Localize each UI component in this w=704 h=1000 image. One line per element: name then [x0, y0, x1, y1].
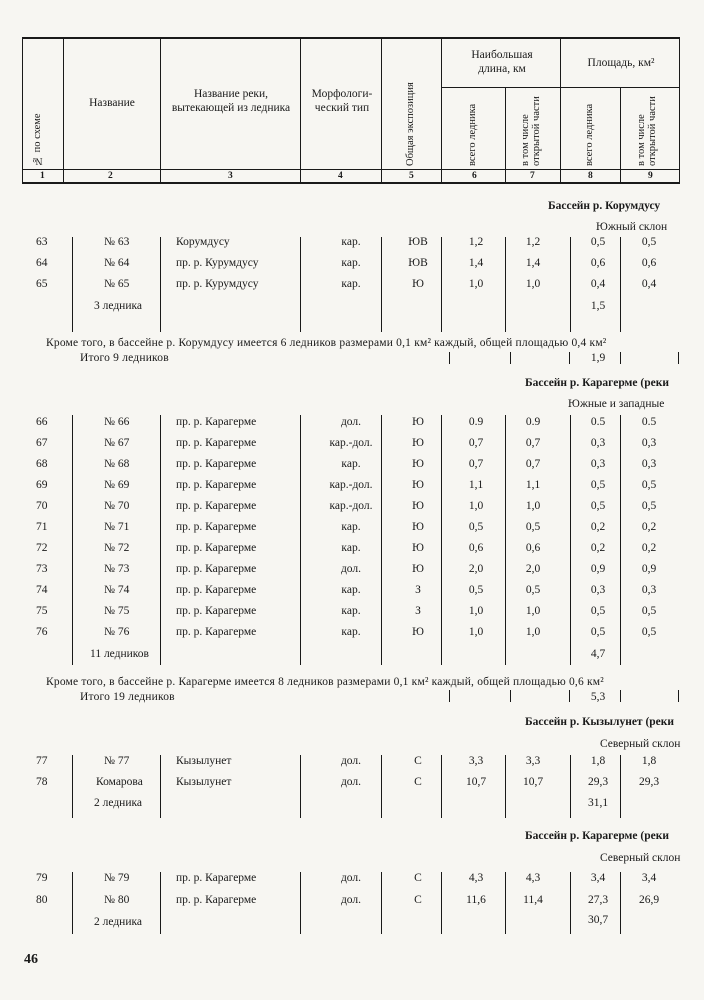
row-number: 75: [36, 605, 48, 617]
area-total: 0,5: [590, 605, 606, 617]
subtotal-area: 4,7: [590, 648, 606, 660]
length-total: 4,3: [468, 872, 484, 884]
length-total: 10,7: [465, 776, 487, 788]
row-number: 71: [36, 521, 48, 533]
section-slope: Южные и западные: [568, 398, 665, 410]
section-title: Бассейн р. Корумдусу: [548, 200, 661, 212]
exposition: Ю: [412, 563, 424, 575]
exposition: Ю: [412, 542, 424, 554]
length-open: 0,6: [525, 542, 541, 554]
glacier-name: № 71: [104, 521, 130, 533]
river-name: пр. р. Карагерме: [176, 894, 257, 906]
length-total: 0,5: [468, 521, 484, 533]
column-number: 1: [40, 171, 45, 181]
length-total: 11,6: [466, 894, 486, 906]
morph-type: кар.: [341, 521, 361, 533]
length-open: 10,7: [522, 776, 544, 788]
subtotal-label: 2 ледника: [94, 916, 142, 928]
length-total: 0,7: [468, 458, 484, 470]
row-number: 80: [36, 894, 48, 906]
area-open: 0,6: [641, 257, 657, 269]
subtotal-area: 30,7: [587, 914, 609, 926]
river-name: пр. р. Карагерме: [176, 458, 257, 470]
area-total: 0,3: [590, 437, 606, 449]
length-total: 1,0: [468, 605, 484, 617]
exposition: С: [414, 872, 422, 884]
morph-type: дол.: [340, 894, 362, 906]
row-number: 67: [36, 437, 48, 449]
section-title: Бассейн р. Карагерме (реки: [525, 377, 669, 389]
header-col-area-open: в том числе открытой части: [636, 96, 658, 166]
glacier-name: Комарова: [96, 776, 143, 788]
length-open: 1,0: [525, 500, 541, 512]
glacier-name: № 80: [104, 894, 130, 906]
river-name: Корумдусу: [176, 236, 230, 248]
length-open: 1,4: [525, 257, 541, 269]
row-number: 63: [36, 236, 48, 248]
section-note: Кроме того, в бассейне р. Корумдусу имеется 6 ледников размерами 0,1 км² каждый, общей площадью 0,4 км²: [46, 337, 607, 349]
area-total: 0,5: [590, 500, 606, 512]
section-title: Бассейн р. Карагерме (реки: [525, 830, 669, 842]
glacier-name: № 68: [104, 458, 130, 470]
area-open: 29,3: [638, 776, 660, 788]
length-open: 1,1: [525, 479, 541, 491]
area-total: 29,3: [587, 776, 609, 788]
exposition: З: [415, 584, 421, 596]
river-name: пр. р. Карагерме: [176, 437, 257, 449]
area-total: 0,6: [590, 257, 606, 269]
row-number: 79: [36, 872, 48, 884]
morph-type: кар.: [341, 605, 361, 617]
area-open: 0,3: [641, 584, 657, 596]
row-number: 77: [36, 755, 48, 767]
river-name: пр. р. Карагерме: [176, 605, 257, 617]
length-total: 1,2: [468, 236, 484, 248]
subtotal-label: 3 ледника: [94, 300, 142, 312]
total-label: Итого 19 ледников: [80, 691, 175, 703]
area-open: 0,4: [641, 278, 657, 290]
column-number: 2: [108, 171, 113, 181]
glacier-name: № 77: [104, 755, 130, 767]
header-col-river: Название реки, вытекающей из ледника: [171, 88, 291, 114]
row-number: 66: [36, 416, 48, 428]
header-col-num: № по схеме: [32, 113, 43, 166]
glacier-name: № 73: [104, 563, 130, 575]
area-open: 0,2: [641, 542, 657, 554]
area-open: 0,5: [641, 479, 657, 491]
river-name: пр. р. Карагерме: [176, 500, 257, 512]
exposition: Ю: [412, 521, 424, 533]
area-open: 0,5: [641, 605, 657, 617]
glacier-name: № 67: [104, 437, 130, 449]
row-number: 78: [36, 776, 48, 788]
exposition: ЮВ: [408, 236, 428, 248]
area-open: 0,5: [641, 626, 657, 638]
river-name: пр. р. Курумдусу: [176, 278, 259, 290]
length-open: 2,0: [525, 563, 541, 575]
glacier-name: № 69: [104, 479, 130, 491]
length-open: 1,0: [525, 626, 541, 638]
glacier-name: № 66: [104, 416, 130, 428]
area-total: 0,5: [590, 626, 606, 638]
subtotal-label: 2 ледника: [94, 797, 142, 809]
row-number: 68: [36, 458, 48, 470]
morph-type: кар.: [341, 584, 361, 596]
column-number: 6: [472, 171, 477, 181]
river-name: пр. р. Карагерме: [176, 416, 257, 428]
area-total: 0,2: [590, 521, 606, 533]
morph-type: кар.-дол.: [329, 500, 373, 512]
length-open: 1,0: [525, 605, 541, 617]
area-open: 0,3: [641, 458, 657, 470]
river-name: пр. р. Карагерме: [176, 872, 257, 884]
header-col-name: Название: [89, 97, 135, 109]
column-number: 7: [530, 171, 535, 181]
area-open: 0,9: [641, 563, 657, 575]
total-label: Итого 9 ледников: [80, 352, 169, 364]
row-number: 70: [36, 500, 48, 512]
length-open: 1,0: [525, 278, 541, 290]
header-col-length-open: в том числе открытой части: [520, 96, 542, 166]
morph-type: кар.: [341, 542, 361, 554]
header-col-exp: Общая экспозиция: [405, 82, 416, 166]
morph-type: кар.: [341, 626, 361, 638]
length-total: 0.9: [468, 416, 484, 428]
area-open: 26,9: [638, 894, 660, 906]
length-total: 1,1: [468, 479, 484, 491]
morph-type: кар.-дол.: [329, 479, 373, 491]
row-number: 72: [36, 542, 48, 554]
morph-type: кар.: [341, 458, 361, 470]
area-open: 0,2: [641, 521, 657, 533]
glacier-name: № 76: [104, 626, 130, 638]
section-slope: Северный склон: [600, 738, 681, 750]
exposition: С: [414, 776, 422, 788]
morph-type: дол.: [340, 776, 362, 788]
glacier-name: № 75: [104, 605, 130, 617]
exposition: Ю: [412, 416, 424, 428]
area-open: 0.5: [641, 416, 657, 428]
subtotal-area: 1,5: [590, 300, 606, 312]
length-open: 4,3: [525, 872, 541, 884]
length-total: 0,7: [468, 437, 484, 449]
row-number: 73: [36, 563, 48, 575]
column-number: 4: [338, 171, 343, 181]
section-slope: Южный склон: [596, 221, 668, 233]
header-col-area-group: Площадь, км²: [587, 57, 655, 69]
glacier-name: № 79: [104, 872, 130, 884]
area-total: 0,3: [590, 584, 606, 596]
river-name: пр. р. Карагерме: [176, 479, 257, 491]
length-total: 1,0: [468, 626, 484, 638]
morph-type: кар.: [341, 278, 361, 290]
length-open: 0,5: [525, 521, 541, 533]
area-open: 1,8: [641, 755, 657, 767]
page-number: 46: [24, 952, 38, 967]
length-total: 2,0: [468, 563, 484, 575]
river-name: пр. р. Карагерме: [176, 563, 257, 575]
area-total: 1,8: [590, 755, 606, 767]
exposition: Ю: [412, 626, 424, 638]
header-col-length-group: Наибольшая длина, км: [471, 49, 533, 75]
morph-type: дол.: [340, 416, 362, 428]
area-open: 0,5: [641, 500, 657, 512]
exposition: Ю: [412, 278, 424, 290]
river-name: пр. р. Карагерме: [176, 521, 257, 533]
river-name: Кызылунет: [176, 755, 232, 767]
header-col-length-total: всего ледника: [467, 103, 478, 166]
column-number: 9: [648, 171, 653, 181]
section-note: Кроме того, в бассейне р. Карагерме имеется 8 ледников размерами 0,1 км² каждый, общей площадью 0,6 км²: [46, 676, 604, 688]
length-total: 1,4: [468, 257, 484, 269]
area-total: 0,2: [590, 542, 606, 554]
length-total: 1,0: [468, 278, 484, 290]
length-open: 0,5: [525, 584, 541, 596]
river-name: пр. р. Карагерме: [176, 584, 257, 596]
column-number: 8: [588, 171, 593, 181]
area-total: 27,3: [587, 894, 609, 906]
exposition: Ю: [412, 458, 424, 470]
length-open: 1,2: [525, 236, 541, 248]
length-total: 3,3: [468, 755, 484, 767]
section-title: Бассейн р. Кызылунет (реки: [525, 716, 675, 728]
row-number: 69: [36, 479, 48, 491]
area-total: 0.5: [590, 416, 606, 428]
morph-type: кар.-дол.: [329, 437, 373, 449]
area-total: 0,3: [590, 458, 606, 470]
exposition: Ю: [412, 500, 424, 512]
glacier-name: № 74: [104, 584, 130, 596]
area-total: 0,5: [590, 479, 606, 491]
morph-type: дол.: [340, 872, 362, 884]
header-col-morph: Морфологи-ческий тип: [311, 88, 373, 114]
exposition: Ю: [412, 479, 424, 491]
exposition: Ю: [412, 437, 424, 449]
length-total: 0,6: [468, 542, 484, 554]
subtotal-label: 11 ледников: [90, 648, 149, 660]
header-col-area-total: всего ледника: [584, 103, 595, 166]
length-open: 0.9: [525, 416, 541, 428]
column-number: 5: [409, 171, 414, 181]
exposition: ЮВ: [408, 257, 428, 269]
exposition: З: [415, 605, 421, 617]
morph-type: дол.: [340, 755, 362, 767]
column-number: 3: [228, 171, 233, 181]
total-area: 1,9: [590, 352, 606, 364]
morph-type: кар.: [341, 257, 361, 269]
river-name: Кызылунет: [176, 776, 232, 788]
area-total: 0,4: [590, 278, 606, 290]
length-open: 3,3: [525, 755, 541, 767]
river-name: пр. р. Карагерме: [176, 542, 257, 554]
area-open: 0,3: [641, 437, 657, 449]
exposition: С: [414, 755, 422, 767]
glacier-name: № 64: [104, 257, 130, 269]
length-open: 0,7: [525, 458, 541, 470]
row-number: 76: [36, 626, 48, 638]
area-total: 0,9: [590, 563, 606, 575]
river-name: пр. р. Карагерме: [176, 626, 257, 638]
glacier-name: № 65: [104, 278, 130, 290]
subtotal-area: 31,1: [587, 797, 609, 809]
length-open: 11,4: [523, 894, 543, 906]
river-name: пр. р. Курумдусу: [176, 257, 259, 269]
glacier-name: № 70: [104, 500, 130, 512]
total-area: 5,3: [590, 691, 606, 703]
length-total: 1,0: [468, 500, 484, 512]
area-open: 0,5: [641, 236, 657, 248]
row-number: 64: [36, 257, 48, 269]
morph-type: дол.: [340, 563, 362, 575]
exposition: С: [414, 894, 422, 906]
section-slope: Северный склон: [600, 852, 681, 864]
morph-type: кар.: [341, 236, 361, 248]
area-open: 3,4: [641, 872, 657, 884]
length-total: 0,5: [468, 584, 484, 596]
area-total: 3,4: [590, 872, 606, 884]
area-total: 0,5: [590, 236, 606, 248]
length-open: 0,7: [525, 437, 541, 449]
glacier-name: № 72: [104, 542, 130, 554]
row-number: 74: [36, 584, 48, 596]
glacier-name: № 63: [104, 236, 130, 248]
row-number: 65: [36, 278, 48, 290]
